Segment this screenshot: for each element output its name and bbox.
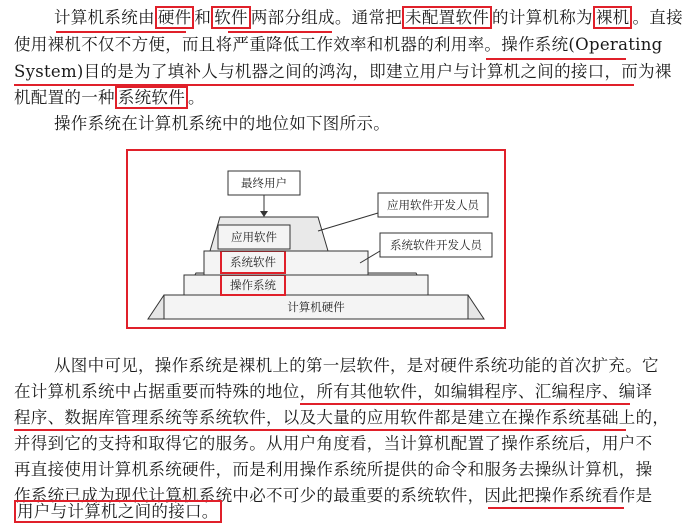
os-position-diagram xyxy=(128,151,504,327)
highlight-bare-machine: 裸机 xyxy=(593,6,633,29)
para2-line6: 作系统已成为现代计算机系统中必不可少的最重要的系统软件，因此把操作系统看作是 xyxy=(14,486,653,505)
para1-line4 xyxy=(14,86,640,110)
app-dev-pointer xyxy=(318,213,378,231)
os-label: 操作系统 xyxy=(230,278,276,292)
para1-line1 xyxy=(14,6,683,30)
para1-line3: System)目的是为了填补人与机器之间的鸿沟，即建立用户与计算机之间的接口，而为裸 xyxy=(14,62,672,81)
highlight-system-software: 系统软件 xyxy=(115,86,188,109)
text-segment: 。 xyxy=(188,88,205,107)
highlight-unconfigured-software: 未配置软件 xyxy=(402,6,492,29)
figure-caption: 操作系统在计算机系统中的地位如下图所示。 xyxy=(54,114,390,133)
app-dev-label: 应用软件开发人员 xyxy=(387,198,479,212)
sys-label: 系统软件 xyxy=(230,255,276,269)
underline-6 xyxy=(14,429,626,431)
text-segment: 机配置的一种 xyxy=(14,88,115,107)
text-segment: 的计算机称为 xyxy=(492,8,593,27)
para2-line3: 程序、数据库管理系统等系统软件，以及大量的应用软件都是建立在操作系统基础上的， xyxy=(14,408,670,427)
para2-line5: 再直接使用计算机系统硬件，而是利用操作系统所提供的命令和服务去操纵计算机，操 xyxy=(14,460,653,479)
highlight-user-interface: 用户与计算机之间的接口。 xyxy=(14,500,222,523)
underline-7 xyxy=(488,507,624,509)
para2-line1: 从图中可见，操作系统是裸机上的第一层软件，是对硬件系统功能的首次扩充。它 xyxy=(54,356,659,375)
para2-line2: 在计算机系统中占据重要而特殊的地位，所有其他软件，如编辑程序、汇编程序、编译 xyxy=(14,382,653,401)
hardware-label: 计算机硬件 xyxy=(287,300,345,314)
text-segment: 和 xyxy=(194,8,212,27)
underline-5 xyxy=(300,403,630,405)
para1-line2: 使用裸机不仅不方便，而且将严重降低工作效率和机器的利用率。操作系统(Operating xyxy=(14,35,663,54)
highlight-software: 软件 xyxy=(211,6,251,29)
underline-1 xyxy=(56,31,186,33)
figure-frame xyxy=(126,149,506,329)
end-user-label: 最终用户 xyxy=(241,176,287,190)
underline-4 xyxy=(14,84,634,86)
para2-line7 xyxy=(14,500,640,524)
underline-3 xyxy=(486,58,626,60)
text-segment: 。直接 xyxy=(632,8,683,27)
text-segment: 两部分组成。通常把 xyxy=(250,8,403,27)
highlight-hardware: 硬件 xyxy=(155,6,195,29)
text-segment: 计算机系统由 xyxy=(54,8,155,27)
app-label: 应用软件 xyxy=(231,230,277,244)
para2-line4: 并得到它的支持和取得它的服务。从用户角度看，当计算机配置了操作系统后，用户不 xyxy=(14,434,653,453)
arrow-head xyxy=(260,211,268,217)
underline-2 xyxy=(228,31,332,33)
sys-dev-label: 系统软件开发人员 xyxy=(390,238,482,252)
